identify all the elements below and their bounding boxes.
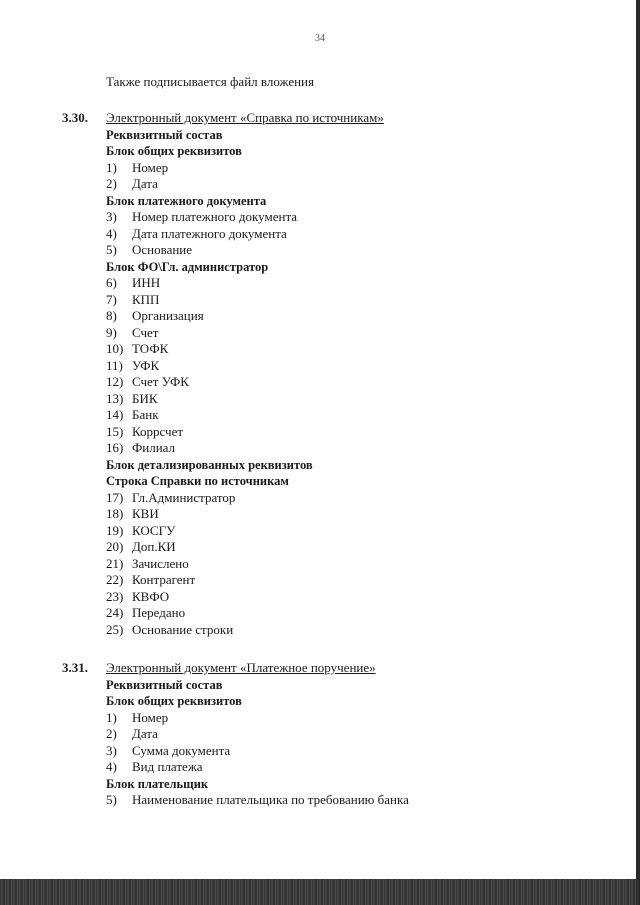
scan-border [0,879,640,905]
item-text: КОСГУ [132,522,176,538]
item-text: Дата [132,176,158,191]
item-number: 3) [106,209,117,224]
section-blocks [106,127,606,639]
list-item [106,506,606,523]
item-number: 5) [106,242,117,257]
item-number: 19) [106,522,124,538]
list-item [106,292,606,309]
list-item [106,622,606,639]
intro-line: Также подписывается файл вложения [106,74,314,89]
item-text: ТОФК [132,341,169,356]
item-text: Основание [132,242,193,257]
list-item [106,242,606,259]
block-heading: Блок общих реквизитов [106,144,242,158]
list-item [106,605,606,622]
section-number: 3.30. [62,110,88,125]
item-text: Номер [132,709,169,725]
item-text: Основание строки [132,621,234,637]
item-number: 17) [106,489,124,505]
item-text: Сумма документа [132,742,231,758]
list-item [106,226,606,243]
item-text: Контрагент [132,572,196,587]
item-text: Банк [132,407,159,422]
list-item [106,759,606,776]
list-item [106,572,606,589]
list-item [106,407,606,424]
item-text: Филиал [132,440,176,455]
item-text: ИНН [132,275,161,290]
item-number: 10) [106,341,124,356]
item-number: 4) [106,759,117,774]
list-item [106,160,606,177]
item-number: 2) [106,176,117,191]
item-number: 1) [106,709,117,725]
item-text: Дата платежного документа [132,225,287,241]
item-number: 15) [106,423,124,439]
item-text: Наименование плательщика по требованию банка [132,792,409,807]
list-item [106,743,606,760]
list-item [106,589,606,606]
item-text: БИК [132,390,158,406]
item-text: УФК [132,357,160,373]
list-item [106,176,606,193]
block-heading: Блок плательщик [106,776,209,791]
list-item [106,374,606,391]
section-body [106,110,606,638]
item-number: 1) [106,159,117,175]
block-heading: Блок платежного документа [106,193,267,208]
list-item [106,325,606,342]
scan-edge [636,0,640,905]
item-number: 3) [106,742,117,758]
list-item [106,539,606,556]
item-number: 16) [106,440,124,455]
item-text: Счет УФК [132,374,189,389]
section-body [106,660,606,809]
list-item [106,209,606,226]
list-item [106,440,606,457]
item-text: КПП [132,291,160,307]
item-number: 12) [106,374,124,389]
item-text: Дата [132,726,158,741]
item-number: 22) [106,572,124,587]
section-title: Электронный документ «Справка по источникам» [106,110,384,125]
section-blocks [106,677,606,809]
list-item [106,710,606,727]
item-text: Номер [132,159,169,175]
item-number: 14) [106,407,124,422]
block-heading: Блок общих реквизитов [106,694,242,708]
item-number: 18) [106,506,124,521]
section-number: 3.31. [62,660,88,675]
item-number: 2) [106,726,117,741]
item-number: 5) [106,792,117,807]
item-text: Вид платежа [132,759,203,774]
item-number: 23) [106,588,124,604]
item-number: 13) [106,390,124,406]
item-number: 25) [106,621,124,637]
item-text: КВИ [132,506,159,521]
section-title: Электронный документ «Платежное поручение» [106,660,376,675]
item-number: 24) [106,605,124,620]
item-number: 9) [106,324,117,340]
item-text: Коррсчет [132,423,184,439]
item-number: 6) [106,275,117,290]
item-text: Организация [132,308,204,323]
item-text: Доп.КИ [132,539,176,554]
page-number: 34 [315,33,325,44]
item-text: Номер платежного документа [132,209,298,224]
item-number: 8) [106,308,117,323]
list-item [106,391,606,408]
block-heading: Строка Справки по источникам [106,474,289,488]
list-item [106,424,606,441]
block-heading: Реквизитный состав [106,677,223,692]
block-heading: Реквизитный состав [106,127,223,142]
list-item [106,523,606,540]
list-item [106,341,606,358]
list-item [106,275,606,292]
item-number: 20) [106,539,124,554]
item-number: 11) [106,357,123,373]
list-item [106,490,606,507]
list-item [106,308,606,325]
item-number: 4) [106,225,117,241]
list-item [106,792,606,809]
item-text: КВФО [132,588,170,604]
list-item [106,556,606,573]
item-text: Гл.Администратор [132,489,236,505]
item-number: 7) [106,291,117,307]
block-heading: Блок ФО\Гл. администратор [106,259,269,274]
item-text: Счет [132,324,159,340]
item-text: Передано [132,605,186,620]
item-text: Зачислено [132,555,189,571]
block-heading: Блок детализированных реквизитов [106,457,313,472]
list-item [106,358,606,375]
item-number: 21) [106,555,124,571]
list-item [106,726,606,743]
